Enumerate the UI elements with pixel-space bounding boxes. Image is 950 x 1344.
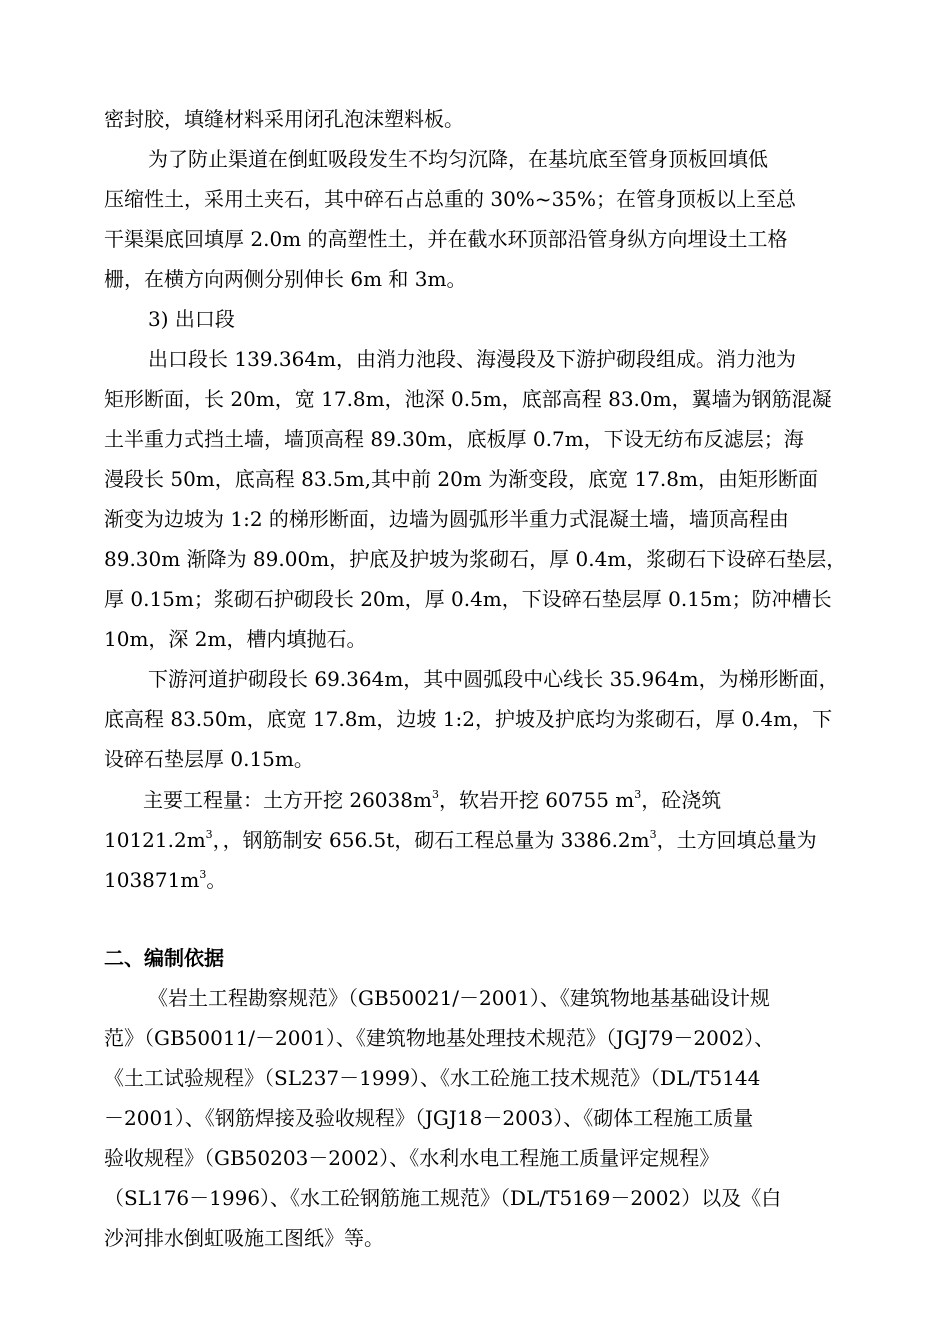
paragraph-line: 底高程 83.50m，底宽 17.8m，边坡 1:2，护坡及护底均为浆砌石，厚 0.4m，下 bbox=[104, 707, 833, 731]
paragraph-line: 矩形断面，长 20m，宽 17.8m，池深 0.5m，底部高程 83.0m，翼墙为钢筋混凝 bbox=[104, 387, 832, 411]
paragraph-line: 《岩土工程勘察规范》（GB50021/－2001）、《建筑物地基基础设计规 bbox=[148, 986, 770, 1010]
quantity-text: 10121.2m bbox=[104, 828, 206, 852]
quantity-text: ，，钢筋制安 656.5t，砌石工程总量为 3386.2m bbox=[212, 828, 650, 852]
superscript: 3 bbox=[634, 788, 642, 801]
quantity-text: ，土方回填总量为 bbox=[656, 828, 817, 852]
quantity-text: ，砼浇筑 bbox=[641, 788, 722, 812]
superscript: 3 bbox=[199, 868, 207, 881]
paragraph-line: 厚 0.15m；浆砌石护砌段长 20m，厚 0.4m，下设碎石垫层厚 0.15m；防冲槽长 bbox=[104, 587, 832, 611]
section-heading-basis: 二、编制依据 bbox=[104, 946, 224, 970]
paragraph-line: －2001）、《钢筋焊接及验收规程》（JGJ18－2003）、《砌体工程施工质量 bbox=[104, 1106, 754, 1130]
paragraph-line: 出口段长 139.364m，由消力池段、海漫段及下游护砌段组成。消力池为 bbox=[148, 347, 797, 371]
paragraph-line: 土半重力式挡土墙，墙顶高程 89.30m，底板厚 0.7m，下设无纺布反滤层；海 bbox=[104, 427, 804, 451]
paragraph-line: 渐变为边坡为 1:2 的梯形断面，边墙为圆弧形半重力式混凝土墙，墙顶高程由 bbox=[104, 507, 789, 531]
quantity-text: 主要工程量：土方开挖 26038m bbox=[143, 788, 432, 812]
paragraph-line: 沙河排水倒虹吸施工图纸》等。 bbox=[104, 1226, 384, 1250]
section-heading-outlet: 3) 出口段 bbox=[148, 307, 235, 331]
quantities-line-2 bbox=[104, 820, 817, 860]
paragraph-line: （SL176－1996）、《水工砼钢筋施工规范》（DL/T5169－2002）以及《白 bbox=[104, 1186, 782, 1210]
paragraph-line: 验收规程》（GB50203－2002）、《水利水电工程施工质量评定规程》 bbox=[104, 1146, 720, 1170]
superscript: 3 bbox=[431, 788, 439, 801]
paragraph-line: 下游河道护砌段长 69.364m，其中圆弧段中心线长 35.964m，为梯形断面， bbox=[148, 667, 839, 691]
paragraph-line: 干渠渠底回填厚 2.0m 的高塑性土，并在截水环顶部沿管身纵方向埋设土工格 bbox=[104, 227, 788, 251]
paragraph-line: 89.30m 渐降为 89.00m，护底及护坡为浆砌石，厚 0.4m，浆砌石下设碎石垫层， bbox=[104, 547, 847, 571]
paragraph-line: 为了防止渠道在倒虹吸段发生不均匀沉降，在基坑底至管身顶板回填低 bbox=[148, 147, 768, 171]
superscript: 3 bbox=[649, 828, 657, 841]
superscript: 3 bbox=[205, 828, 213, 841]
paragraph-line: 漫段长 50m，底高程 83.5m,其中前 20m 为渐变段，底宽 17.8m，由矩形断面 bbox=[104, 467, 818, 491]
paragraph-line: 密封胶，填缝材料采用闭孔泡沫塑料板。 bbox=[104, 107, 464, 131]
paragraph-line: 设碎石垫层厚 0.15m。 bbox=[104, 747, 314, 771]
paragraph-line: 压缩性土，采用土夹石，其中碎石占总重的 30%~35%；在管身顶板以上至总 bbox=[104, 187, 797, 211]
quantities-line-1 bbox=[143, 780, 721, 820]
paragraph-line: 《土工试验规程》（SL237－1999）、《水工砼施工技术规范》（DL/T5144 bbox=[104, 1066, 761, 1090]
paragraph-line: 范》（GB50011/－2001）、《建筑物地基处理技术规范》（JGJ79－2002）、 bbox=[104, 1026, 775, 1050]
quantities-line-3 bbox=[104, 860, 226, 900]
quantity-text: ，软岩开挖 60755 m bbox=[438, 788, 635, 812]
paragraph-line: 栅，在横方向两侧分别伸长 6m 和 3m。 bbox=[104, 267, 467, 291]
paragraph-line: 10m，深 2m，槽内填抛石。 bbox=[104, 627, 367, 651]
quantity-text: 103871m bbox=[104, 868, 200, 892]
quantity-text: 。 bbox=[206, 868, 227, 892]
